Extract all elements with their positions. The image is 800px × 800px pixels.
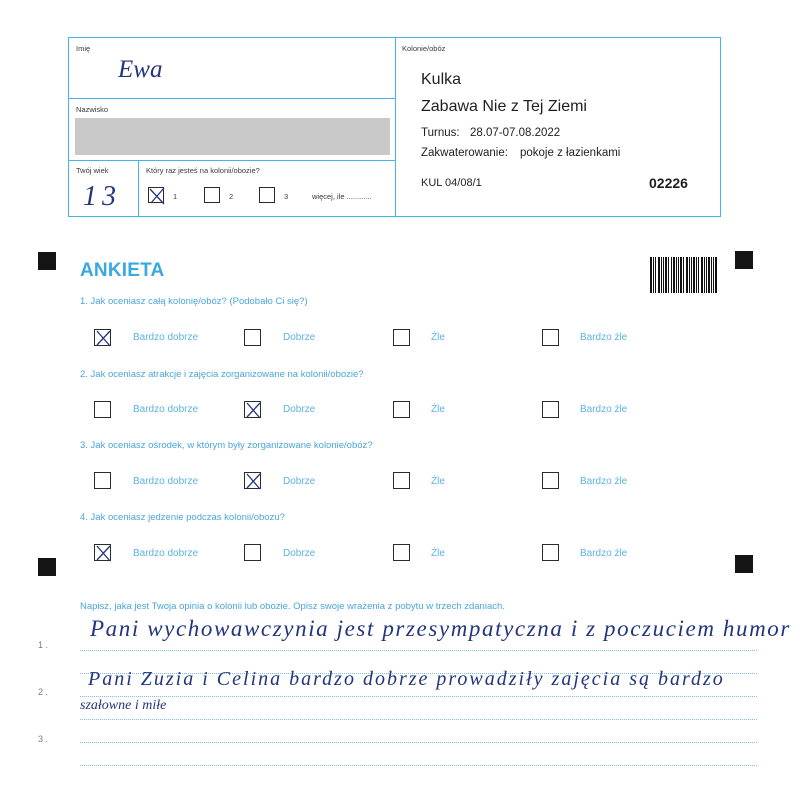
check-x-icon — [94, 328, 112, 347]
answer-1-number: 1 . — [38, 640, 49, 650]
q4-zle-label: Źle — [431, 548, 445, 559]
visit-option-2-label: 2 — [229, 192, 234, 201]
surname-row-divider — [68, 160, 395, 161]
camp-name: Kulka — [421, 71, 462, 88]
q2-zle-checkbox[interactable] — [393, 401, 410, 418]
q3-zle-label: Źle — [431, 476, 445, 487]
check-x-icon — [94, 543, 112, 562]
visit-option-3-checkbox[interactable] — [259, 187, 275, 203]
q3-zle-checkbox[interactable] — [393, 472, 410, 489]
registration-mark-top-left — [38, 252, 56, 270]
q3-dobrze-label: Dobrze — [283, 476, 316, 487]
q4-zle-checkbox[interactable] — [393, 544, 410, 561]
q1-bardzo-dobrze-label: Bardzo dobrze — [133, 332, 199, 343]
name-field[interactable]: Ewa — [118, 56, 163, 83]
age-label: Twój wiek — [76, 166, 109, 175]
q4-dobrze-label: Dobrze — [283, 548, 316, 559]
answer-2-text[interactable]: Pani Zuzia i Celina bardzo dobrze prowadziły zajęcia są bardzo — [88, 668, 725, 690]
answer-3-line — [80, 742, 757, 743]
answer-3-number: 3 . — [38, 734, 49, 744]
check-x-icon — [244, 471, 262, 490]
answer-3-line-2 — [80, 765, 757, 766]
q4-bardzo-zle-checkbox[interactable] — [542, 544, 559, 561]
question-2-text: 2. Jak oceniasz atrakcje i zajęcia zorganizowane na kolonii/obozie? — [80, 369, 364, 380]
question-3-text: 3. Jak oceniasz ośrodek, w którym były zorganizowane kolonie/obóz? — [80, 440, 373, 451]
redacted-surname — [75, 118, 390, 155]
survey-title: ANKIETA — [80, 260, 165, 281]
q3-bardzo-zle-checkbox[interactable] — [542, 472, 559, 489]
q4-bardzo-dobrze-label: Bardzo dobrze — [133, 548, 199, 559]
age-field[interactable]: 13 — [83, 181, 121, 212]
opinion-prompt: Napisz, jaka jest Twoja opinia o kolonii lub obozie. Opisz swoje wrażenia z pobytu w trzech zdaniach. — [80, 601, 505, 612]
q2-dobrze-label: Dobrze — [283, 404, 316, 415]
visit-count-question: Który raz jesteś na kolonii/obozie? — [146, 166, 260, 175]
accommodation-value: pokoje z łazienkami — [520, 147, 621, 159]
surname-label: Nazwisko — [76, 105, 109, 114]
answer-2-line-2 — [80, 719, 757, 720]
answer-1-line — [80, 650, 757, 651]
q1-bardzo-zle-checkbox[interactable] — [542, 329, 559, 346]
registration-mark-top-right — [735, 251, 753, 269]
accommodation-label: Zakwaterowanie: — [421, 147, 508, 159]
form-number: 02226 — [649, 175, 688, 191]
info-box-divider — [395, 37, 396, 217]
age-cell-divider — [138, 160, 139, 217]
q1-bardzo-zle-label: Bardzo źle — [580, 332, 628, 343]
camp-code: KUL 04/08/1 — [421, 177, 482, 189]
turnus-value: 28.07-07.08.2022 — [470, 127, 561, 139]
turnus-label: Turnus: — [421, 127, 460, 139]
camp-title: Zabawa Nie z Tej Ziemi — [421, 98, 587, 115]
visit-option-1-label: 1 — [173, 192, 178, 201]
camp-label: Kolonie/obóz — [402, 44, 446, 53]
name-row-divider — [68, 98, 395, 99]
check-x-icon — [244, 400, 262, 419]
visit-option-2-checkbox[interactable] — [204, 187, 220, 203]
q4-bardzo-dobrze-checkbox[interactable] — [94, 544, 111, 561]
q2-bardzo-dobrze-label: Bardzo dobrze — [133, 404, 199, 415]
barcode — [650, 257, 718, 293]
q1-dobrze-checkbox[interactable] — [244, 329, 261, 346]
q3-bardzo-dobrze-checkbox[interactable] — [94, 472, 111, 489]
answer-1-text[interactable]: Pani wychowawczynia jest przesympatyczna i z poczuciem humor — [90, 616, 791, 641]
q4-bardzo-zle-label: Bardzo źle — [580, 548, 628, 559]
q3-bardzo-dobrze-label: Bardzo dobrze — [133, 476, 199, 487]
check-x-icon — [148, 186, 166, 205]
q2-zle-label: Źle — [431, 404, 445, 415]
question-4-text: 4. Jak oceniasz jedzenie podczas kolonii/obozu? — [80, 512, 285, 523]
question-1-text: 1. Jak oceniasz całą kolonię/obóz? (Podobało Ci się?) — [80, 296, 308, 307]
answer-2-line — [80, 696, 757, 697]
q1-zle-checkbox[interactable] — [393, 329, 410, 346]
q4-dobrze-checkbox[interactable] — [244, 544, 261, 561]
registration-mark-bottom-right — [735, 555, 753, 573]
q1-dobrze-label: Dobrze — [283, 332, 316, 343]
q1-bardzo-dobrze-checkbox[interactable] — [94, 329, 111, 346]
name-label: Imię — [76, 44, 91, 53]
answer-2-text-continued[interactable]: szałowne i miłe — [80, 698, 167, 713]
q2-bardzo-zle-label: Bardzo źle — [580, 404, 628, 415]
q2-bardzo-dobrze-checkbox[interactable] — [94, 401, 111, 418]
visit-option-1-checkbox[interactable] — [148, 187, 164, 203]
visit-more-field[interactable]: więcej, ile ............ — [312, 192, 372, 201]
q1-zle-label: Źle — [431, 332, 445, 343]
visit-option-3-label: 3 — [284, 192, 289, 201]
q2-bardzo-zle-checkbox[interactable] — [542, 401, 559, 418]
q2-dobrze-checkbox[interactable] — [244, 401, 261, 418]
q3-dobrze-checkbox[interactable] — [244, 472, 261, 489]
q3-bardzo-zle-label: Bardzo źle — [580, 476, 628, 487]
answer-2-number: 2 . — [38, 687, 49, 697]
registration-mark-bottom-left — [38, 558, 56, 576]
